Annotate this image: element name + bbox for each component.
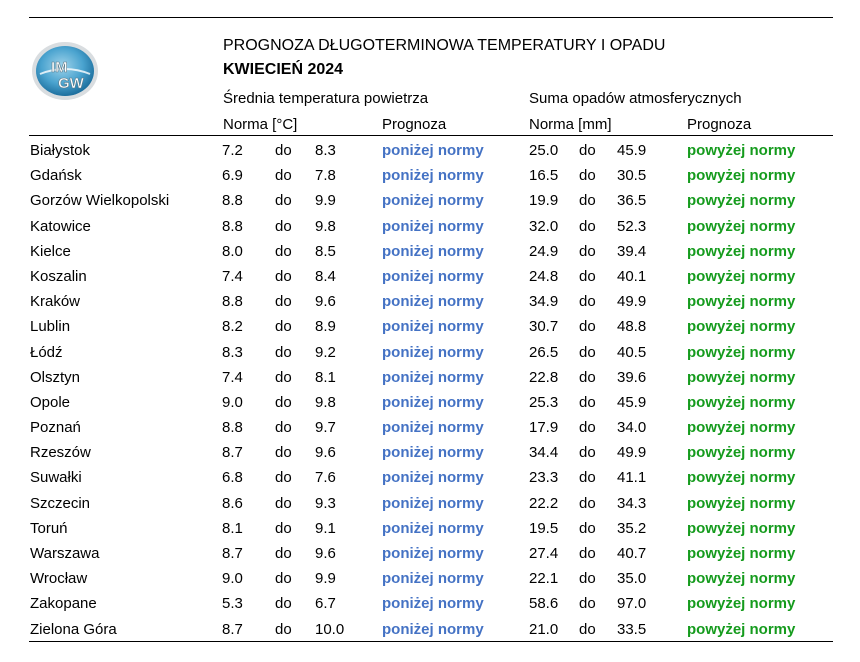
table-row bbox=[0, 491, 860, 516]
precip-forecast: powyżej normy bbox=[687, 167, 796, 185]
temp-norm-max: 9.2 bbox=[315, 343, 336, 361]
temp-norm-max: 9.1 bbox=[315, 519, 336, 537]
table-row bbox=[0, 617, 860, 642]
precip-norm-min: 25.3 bbox=[529, 393, 559, 411]
temp-forecast: poniżej normy bbox=[382, 620, 484, 638]
precip-forecast: powyżej normy bbox=[687, 368, 796, 386]
table-row bbox=[0, 390, 860, 415]
city-cell: Suwałki bbox=[30, 469, 82, 487]
header-rule bbox=[29, 135, 833, 136]
temp-forecast: poniżej normy bbox=[382, 343, 484, 361]
precip-forecast: powyżej normy bbox=[687, 267, 796, 285]
temp-norm-separator: do bbox=[275, 519, 292, 537]
table-row bbox=[0, 264, 860, 289]
precip-norm-separator: do bbox=[579, 494, 596, 512]
precip-norm-separator: do bbox=[579, 293, 596, 311]
temp-norm-min: 7.4 bbox=[222, 267, 243, 285]
precip-norm-min: 23.3 bbox=[529, 469, 559, 487]
table-row bbox=[0, 314, 860, 339]
temp-norm-min: 8.2 bbox=[222, 318, 243, 336]
table-row bbox=[0, 440, 860, 465]
city-cell: Kraków bbox=[30, 293, 81, 311]
temp-forecast: poniżej normy bbox=[382, 167, 484, 185]
precip-norm-max: 35.2 bbox=[617, 519, 647, 537]
table-row bbox=[0, 340, 860, 365]
temp-norm-separator: do bbox=[275, 242, 292, 260]
precip-norm-separator: do bbox=[579, 192, 596, 210]
precip-norm-separator: do bbox=[579, 267, 596, 285]
city-cell: Poznań bbox=[30, 419, 81, 437]
table-row bbox=[0, 239, 860, 264]
precip-forecast: powyżej normy bbox=[687, 192, 796, 210]
precip-norm-separator: do bbox=[579, 217, 596, 235]
temp-norm-header: Norma [°C] bbox=[223, 116, 298, 133]
table-row bbox=[0, 138, 860, 163]
precip-norm-max: 36.5 bbox=[617, 192, 647, 210]
precip-norm-min: 32.0 bbox=[529, 217, 559, 235]
temp-forecast: poniżej normy bbox=[382, 419, 484, 437]
temp-norm-min: 8.1 bbox=[222, 519, 243, 537]
temp-norm-min: 7.2 bbox=[222, 142, 243, 159]
temp-norm-min: 9.0 bbox=[222, 570, 243, 588]
precip-forecast: powyżej normy bbox=[687, 393, 796, 411]
city-cell: Wrocław bbox=[30, 570, 88, 588]
precip-norm-min: 24.8 bbox=[529, 267, 559, 285]
temp-norm-separator: do bbox=[275, 343, 292, 361]
temp-norm-max: 6.7 bbox=[315, 595, 336, 613]
temp-forecast: poniżej normy bbox=[382, 595, 484, 613]
city-cell: Olsztyn bbox=[30, 368, 81, 386]
temp-norm-min: 8.8 bbox=[222, 217, 243, 235]
table-row bbox=[0, 541, 860, 566]
precip-norm-separator: do bbox=[579, 519, 596, 537]
temp-forecast: poniżej normy bbox=[382, 444, 484, 462]
precip-forecast: powyżej normy bbox=[687, 620, 796, 638]
precip-norm-max: 33.5 bbox=[617, 620, 647, 638]
precip-norm-separator: do bbox=[579, 368, 596, 386]
precip-norm-min: 27.4 bbox=[529, 545, 559, 562]
temp-norm-max: 9.9 bbox=[315, 570, 336, 588]
precip-norm-max: 39.6 bbox=[617, 368, 647, 386]
temp-forecast: poniżej normy bbox=[382, 318, 484, 336]
temp-norm-max: 9.6 bbox=[315, 293, 336, 311]
precip-forecast: powyżej normy bbox=[687, 242, 796, 260]
precip-norm-separator: do bbox=[579, 545, 596, 562]
temp-norm-min: 8.3 bbox=[222, 343, 243, 361]
precip-norm-min: 58.6 bbox=[529, 595, 559, 613]
temp-norm-max: 9.3 bbox=[315, 494, 336, 512]
precip-forecast: powyżej normy bbox=[687, 595, 796, 613]
temp-norm-min: 8.8 bbox=[222, 419, 243, 437]
table-row bbox=[0, 365, 860, 390]
precip-forecast: powyżej normy bbox=[687, 545, 796, 562]
temp-norm-max: 8.1 bbox=[315, 368, 336, 386]
precip-norm-max: 34.3 bbox=[617, 494, 647, 512]
precip-norm-min: 34.4 bbox=[529, 444, 559, 462]
temp-forecast: poniżej normy bbox=[382, 192, 484, 210]
precip-norm-max: 30.5 bbox=[617, 167, 647, 185]
precip-norm-min: 17.9 bbox=[529, 419, 559, 437]
city-cell: Lublin bbox=[30, 318, 71, 336]
temp-norm-separator: do bbox=[275, 393, 292, 411]
temp-forecast: poniżej normy bbox=[382, 570, 484, 588]
table-row bbox=[0, 188, 860, 213]
city-cell: Gdańsk bbox=[30, 167, 82, 185]
logo-text-im: IM bbox=[51, 59, 68, 76]
precip-norm-max: 49.9 bbox=[617, 444, 647, 462]
temp-norm-min: 6.9 bbox=[222, 167, 243, 185]
page-title: PROGNOZA DŁUGOTERMINOWA TEMPERATURY I OPADU bbox=[223, 37, 666, 54]
temp-norm-min: 8.7 bbox=[222, 444, 243, 462]
temp-norm-separator: do bbox=[275, 368, 292, 386]
precip-norm-min: 22.1 bbox=[529, 570, 559, 588]
temp-norm-min: 6.8 bbox=[222, 469, 243, 487]
city-cell: Toruń bbox=[30, 519, 68, 537]
city-cell: Szczecin bbox=[30, 494, 91, 512]
city-cell: Zakopane bbox=[30, 595, 97, 613]
precip-forecast: powyżej normy bbox=[687, 318, 796, 336]
precip-norm-max: 45.9 bbox=[617, 142, 647, 159]
temp-norm-min: 8.0 bbox=[222, 242, 243, 260]
bottom-rule bbox=[29, 641, 833, 642]
temp-norm-separator: do bbox=[275, 444, 292, 462]
precip-norm-header: Norma [mm] bbox=[529, 116, 612, 133]
temp-forecast: poniżej normy bbox=[382, 217, 484, 235]
precip-norm-separator: do bbox=[579, 142, 596, 159]
precip-norm-min: 19.9 bbox=[529, 192, 559, 210]
precip-norm-separator: do bbox=[579, 469, 596, 487]
temp-forecast: poniżej normy bbox=[382, 494, 484, 512]
temp-norm-separator: do bbox=[275, 142, 292, 159]
temp-norm-max: 8.3 bbox=[315, 142, 336, 159]
temp-norm-separator: do bbox=[275, 293, 292, 311]
precip-norm-max: 34.0 bbox=[617, 419, 647, 437]
precip-norm-separator: do bbox=[579, 595, 596, 613]
temp-norm-separator: do bbox=[275, 494, 292, 512]
precip-norm-min: 34.9 bbox=[529, 293, 559, 311]
precip-forecast: powyżej normy bbox=[687, 494, 796, 512]
temp-forecast: poniżej normy bbox=[382, 368, 484, 386]
temp-norm-separator: do bbox=[275, 570, 292, 588]
forecast-table bbox=[0, 138, 860, 642]
precip-group-header: Suma opadów atmosferycznych bbox=[529, 90, 742, 107]
temp-forecast: poniżej normy bbox=[382, 267, 484, 285]
temp-norm-min: 8.6 bbox=[222, 494, 243, 512]
precip-norm-max: 40.1 bbox=[617, 267, 647, 285]
temp-norm-min: 8.7 bbox=[222, 545, 243, 562]
precip-norm-separator: do bbox=[579, 620, 596, 638]
imgw-logo bbox=[30, 40, 100, 102]
precip-forecast: powyżej normy bbox=[687, 519, 796, 537]
top-rule bbox=[29, 17, 833, 18]
temp-norm-max: 9.9 bbox=[315, 192, 336, 210]
temp-norm-min: 8.7 bbox=[222, 620, 243, 638]
table-row bbox=[0, 465, 860, 490]
precip-norm-separator: do bbox=[579, 242, 596, 260]
precip-norm-min: 24.9 bbox=[529, 242, 559, 260]
precip-norm-max: 35.0 bbox=[617, 570, 647, 588]
precip-norm-max: 40.7 bbox=[617, 545, 647, 562]
temp-norm-max: 8.5 bbox=[315, 242, 336, 260]
precip-forecast: powyżej normy bbox=[687, 469, 796, 487]
precip-norm-separator: do bbox=[579, 343, 596, 361]
precip-forecast: powyżej normy bbox=[687, 570, 796, 588]
temp-forecast: poniżej normy bbox=[382, 545, 484, 562]
city-cell: Łódź bbox=[30, 343, 63, 361]
temp-forecast: poniżej normy bbox=[382, 519, 484, 537]
precip-forecast-header: Prognoza bbox=[687, 116, 752, 133]
temp-norm-separator: do bbox=[275, 267, 292, 285]
precip-norm-separator: do bbox=[579, 570, 596, 588]
temp-forecast: poniżej normy bbox=[382, 393, 484, 411]
temp-norm-min: 8.8 bbox=[222, 293, 243, 311]
temp-forecast: poniżej normy bbox=[382, 242, 484, 260]
temp-forecast: poniżej normy bbox=[382, 469, 484, 487]
city-cell: Koszalin bbox=[30, 267, 87, 285]
precip-norm-separator: do bbox=[579, 444, 596, 462]
temp-forecast: poniżej normy bbox=[382, 293, 484, 311]
table-row bbox=[0, 591, 860, 616]
table-row bbox=[0, 516, 860, 541]
precip-norm-min: 21.0 bbox=[529, 620, 559, 638]
precip-norm-separator: do bbox=[579, 167, 596, 185]
temp-forecast-header: Prognoza bbox=[382, 116, 447, 133]
temp-norm-separator: do bbox=[275, 419, 292, 437]
table-row bbox=[0, 289, 860, 314]
temp-norm-min: 9.0 bbox=[222, 393, 243, 411]
temp-norm-max: 9.6 bbox=[315, 545, 336, 562]
temp-norm-max: 8.4 bbox=[315, 267, 336, 285]
precip-norm-max: 45.9 bbox=[617, 393, 647, 411]
temp-group-header: Średnia temperatura powietrza bbox=[223, 90, 429, 107]
precip-forecast: powyżej normy bbox=[687, 293, 796, 311]
city-cell: Zielona Góra bbox=[30, 620, 117, 638]
precip-norm-max: 40.5 bbox=[617, 343, 647, 361]
temp-norm-max: 9.6 bbox=[315, 444, 336, 462]
precip-norm-min: 25.0 bbox=[529, 142, 559, 159]
city-cell: Rzeszów bbox=[30, 444, 91, 462]
temp-norm-separator: do bbox=[275, 545, 292, 562]
table-row bbox=[0, 163, 860, 188]
temp-norm-max: 10.0 bbox=[315, 620, 345, 638]
temp-forecast: poniżej normy bbox=[382, 142, 484, 159]
precip-norm-max: 39.4 bbox=[617, 242, 647, 260]
temp-norm-separator: do bbox=[275, 318, 292, 336]
temp-norm-separator: do bbox=[275, 167, 292, 185]
precip-norm-separator: do bbox=[579, 419, 596, 437]
precip-forecast: powyżej normy bbox=[687, 444, 796, 462]
temp-norm-separator: do bbox=[275, 217, 292, 235]
precip-forecast: powyżej normy bbox=[687, 217, 796, 235]
precip-norm-max: 52.3 bbox=[617, 217, 647, 235]
temp-norm-min: 5.3 bbox=[222, 595, 243, 613]
precip-norm-max: 49.9 bbox=[617, 293, 647, 311]
temp-norm-max: 9.8 bbox=[315, 393, 336, 411]
precip-forecast: powyżej normy bbox=[687, 142, 796, 159]
temp-norm-max: 9.7 bbox=[315, 419, 336, 437]
precip-forecast: powyżej normy bbox=[687, 419, 796, 437]
precip-norm-min: 19.5 bbox=[529, 519, 559, 537]
precip-norm-min: 22.2 bbox=[529, 494, 559, 512]
temp-norm-separator: do bbox=[275, 469, 292, 487]
precip-norm-max: 97.0 bbox=[617, 595, 647, 613]
precip-norm-max: 41.1 bbox=[617, 469, 647, 487]
precip-norm-min: 22.8 bbox=[529, 368, 559, 386]
table-row bbox=[0, 214, 860, 239]
table-row bbox=[0, 566, 860, 591]
temp-norm-min: 8.8 bbox=[222, 192, 243, 210]
city-cell: Warszawa bbox=[30, 545, 100, 562]
city-cell: Gorzów Wielkopolski bbox=[30, 192, 170, 210]
city-cell: Białystok bbox=[30, 142, 91, 159]
temp-norm-max: 7.6 bbox=[315, 469, 336, 487]
logo-text-gw: GW bbox=[58, 75, 84, 92]
precip-norm-separator: do bbox=[579, 318, 596, 336]
temp-norm-max: 7.8 bbox=[315, 167, 336, 185]
precip-norm-separator: do bbox=[579, 393, 596, 411]
city-cell: Opole bbox=[30, 393, 71, 411]
precip-forecast: powyżej normy bbox=[687, 343, 796, 361]
table-row bbox=[0, 415, 860, 440]
precip-norm-min: 26.5 bbox=[529, 343, 559, 361]
city-cell: Katowice bbox=[30, 217, 91, 235]
precip-norm-min: 16.5 bbox=[529, 167, 559, 185]
temp-norm-min: 7.4 bbox=[222, 368, 243, 386]
temp-norm-separator: do bbox=[275, 620, 292, 638]
precip-norm-max: 48.8 bbox=[617, 318, 647, 336]
temp-norm-max: 9.8 bbox=[315, 217, 336, 235]
temp-norm-separator: do bbox=[275, 595, 292, 613]
city-cell: Kielce bbox=[30, 242, 71, 260]
precip-norm-min: 30.7 bbox=[529, 318, 559, 336]
temp-norm-separator: do bbox=[275, 192, 292, 210]
temp-norm-max: 8.9 bbox=[315, 318, 336, 336]
page-subtitle: KWIECIEŃ 2024 bbox=[223, 61, 344, 78]
